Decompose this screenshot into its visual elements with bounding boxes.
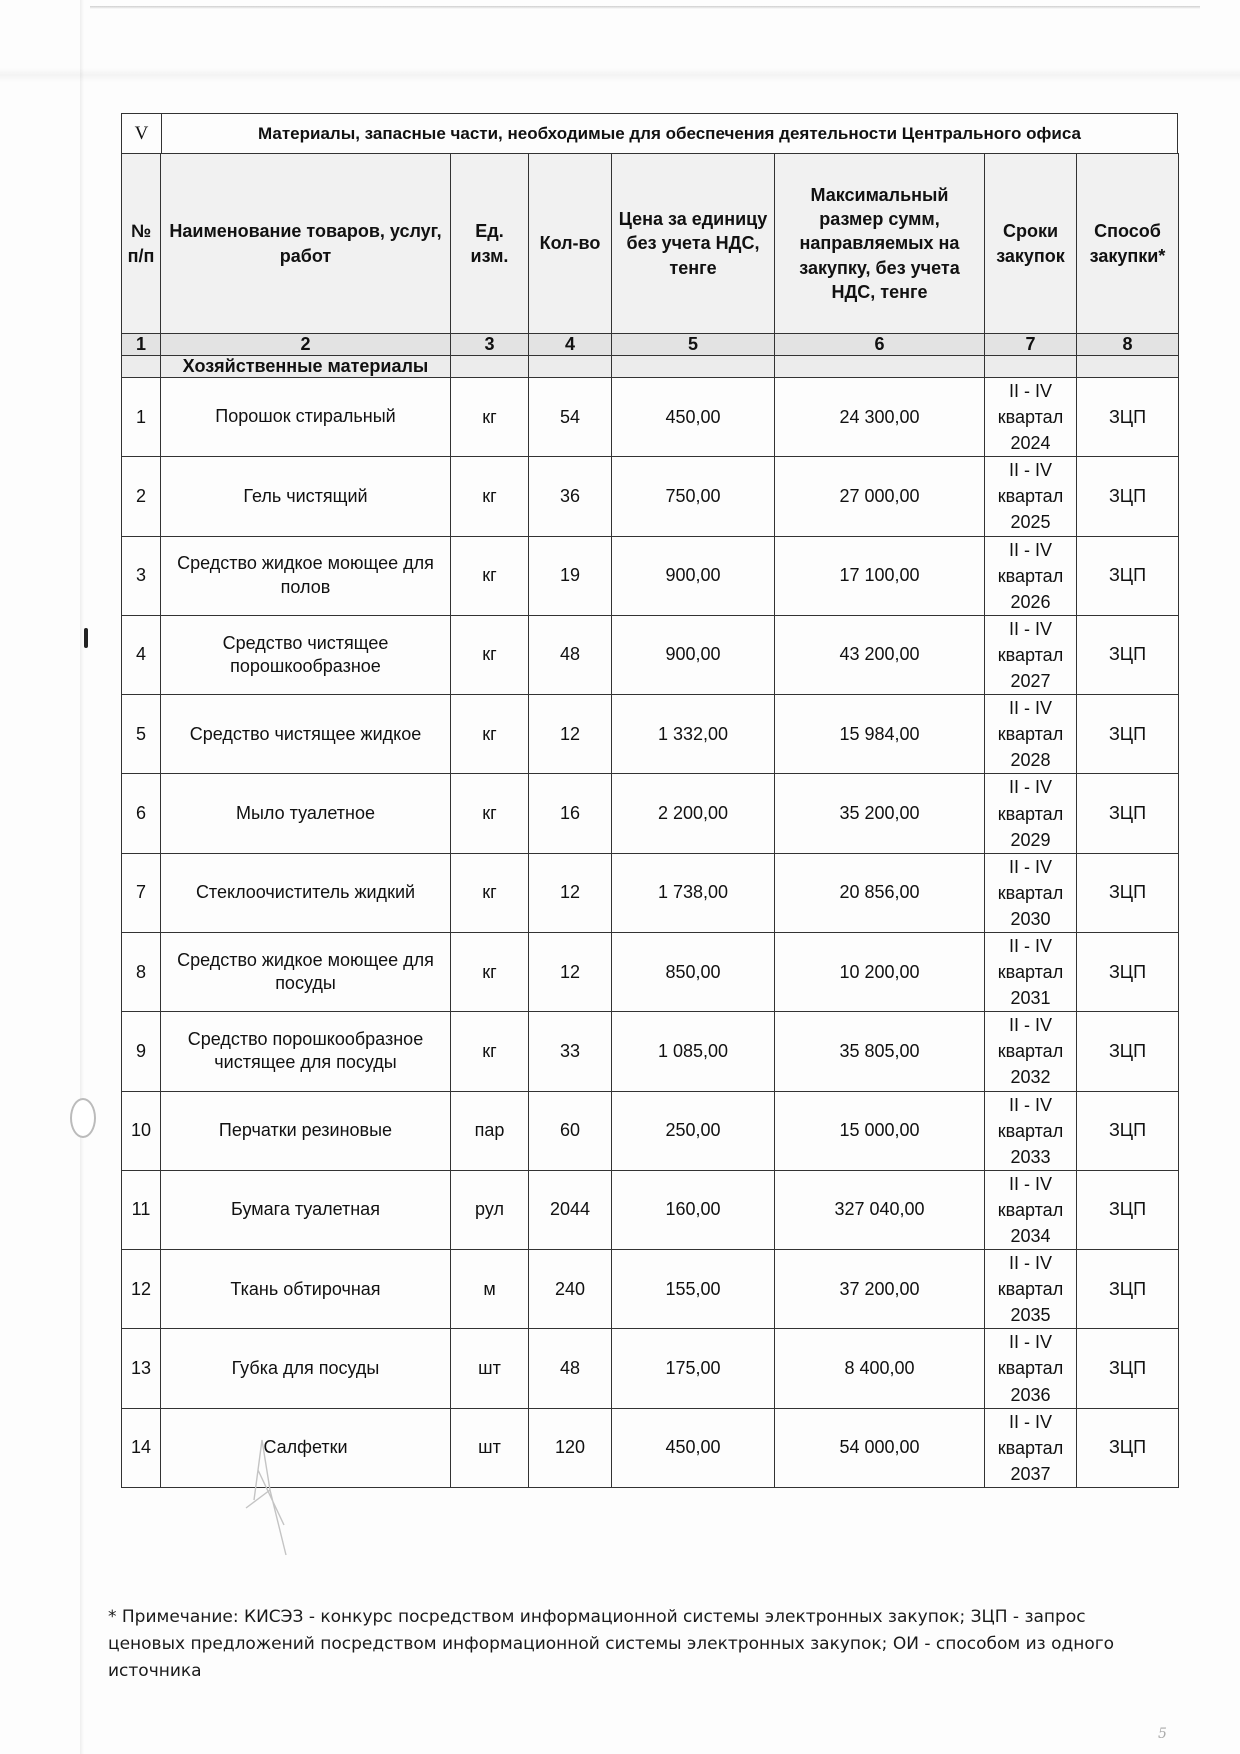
cell-method: ЗЦП [1077,853,1179,932]
cell-num: 9 [122,1012,161,1091]
period-word: квартал [997,486,1064,507]
category-label: Хозяйственные материалы [161,356,451,378]
cell-unit: кг [451,932,529,1011]
period-word: квартал [997,1120,1064,1141]
cell-total: 27 000,00 [775,457,985,536]
cell-total: 43 200,00 [775,615,985,694]
column-number: 3 [451,334,529,356]
cell-period [985,1250,1077,1329]
cell-unit: м [451,1250,529,1329]
column-number: 8 [1077,334,1179,356]
cell-period [985,536,1077,615]
table-row [122,615,1179,694]
cell-method: ЗЦП [1077,1329,1179,1408]
period-year: 2032 [1010,1067,1051,1088]
cell-unit: кг [451,615,529,694]
cell-name: Ткань обтирочная [161,1250,451,1329]
cell-total: 15 984,00 [775,695,985,774]
cell-price: 250,00 [612,1091,775,1170]
cell-method: ЗЦП [1077,1408,1179,1487]
scan-band [0,68,1240,82]
cell-qty: 48 [529,1329,612,1408]
cell-total: 17 100,00 [775,536,985,615]
period-year: 2035 [1010,1305,1051,1326]
period-year: 2024 [1010,433,1051,454]
table-row [122,1329,1179,1408]
cell-unit: рул [451,1170,529,1249]
cell-name: Губка для посуды [161,1329,451,1408]
category-blank [1077,356,1179,378]
cell-price: 900,00 [612,536,775,615]
cell-price: 2 200,00 [612,774,775,853]
table-row [122,774,1179,853]
cell-qty: 240 [529,1250,612,1329]
cell-total: 10 200,00 [775,932,985,1011]
period-quarters: II - IV [1008,1094,1052,1115]
period-word: квартал [997,882,1064,903]
cell-num: 1 [122,378,161,457]
cell-num: 7 [122,853,161,932]
cell-total: 327 040,00 [775,1170,985,1249]
cell-price: 750,00 [612,457,775,536]
cell-qty: 33 [529,1012,612,1091]
header-cell-total: Максимальный размер сумм, направляемых на закупку, без учета НДС, тенге [775,154,985,334]
category-blank [612,356,775,378]
cell-num: 14 [122,1408,161,1487]
table-row [122,536,1179,615]
cell-unit: кг [451,774,529,853]
table-row [122,932,1179,1011]
cell-qty: 16 [529,774,612,853]
table-row [122,378,1179,457]
cell-qty: 12 [529,932,612,1011]
cell-method: ЗЦП [1077,1091,1179,1170]
cell-method: ЗЦП [1077,1170,1179,1249]
period-quarters: II - IV [1008,777,1052,798]
cell-num: 12 [122,1250,161,1329]
page-number: 5 [1158,1726,1167,1742]
section-number: V [122,114,162,153]
cell-period [985,932,1077,1011]
period-word: квартал [997,1437,1064,1458]
period-quarters: II - IV [1008,856,1052,877]
period-quarters: II - IV [1008,460,1052,481]
cell-total: 20 856,00 [775,853,985,932]
cell-unit: кг [451,378,529,457]
cell-unit: кг [451,536,529,615]
category-blank [451,356,529,378]
cell-price: 1 332,00 [612,695,775,774]
cell-unit: пар [451,1091,529,1170]
period-year: 2025 [1010,512,1051,533]
header-cell-num: № п/п [122,154,161,334]
cell-num: 2 [122,457,161,536]
period-quarters: II - IV [1008,698,1052,719]
cell-name: Перчатки резиновые [161,1091,451,1170]
column-number: 6 [775,334,985,356]
cell-name: Бумага туалетная [161,1170,451,1249]
cell-period [985,615,1077,694]
column-number: 2 [161,334,451,356]
column-number: 4 [529,334,612,356]
cell-qty: 60 [529,1091,612,1170]
punch-hole [70,1098,96,1138]
period-year: 2033 [1010,1146,1051,1167]
cell-period [985,378,1077,457]
period-year: 2029 [1010,829,1051,850]
cell-name: Гель чистящий [161,457,451,536]
period-word: квартал [997,407,1064,428]
cell-name: Средство жидкое моющее для посуды [161,932,451,1011]
cell-price: 450,00 [612,1408,775,1487]
cell-unit: кг [451,695,529,774]
cell-qty: 36 [529,457,612,536]
cell-total: 35 200,00 [775,774,985,853]
cell-total: 37 200,00 [775,1250,985,1329]
cell-num: 3 [122,536,161,615]
period-word: квартал [997,803,1064,824]
cell-num: 11 [122,1170,161,1249]
cell-price: 900,00 [612,615,775,694]
column-number: 1 [122,334,161,356]
cell-price: 450,00 [612,378,775,457]
cell-name: Средство чистящее жидкое [161,695,451,774]
cell-num: 10 [122,1091,161,1170]
header-cell-qty: Кол-во [529,154,612,334]
table-row [122,1170,1179,1249]
cell-total: 24 300,00 [775,378,985,457]
cell-num: 4 [122,615,161,694]
cell-unit: шт [451,1408,529,1487]
cell-unit: кг [451,457,529,536]
cell-price: 155,00 [612,1250,775,1329]
cell-qty: 12 [529,695,612,774]
period-quarters: II - IV [1008,381,1052,401]
cell-period [985,1012,1077,1091]
margin-mark [84,628,88,648]
cell-unit: шт [451,1329,529,1408]
footnote: * Примечание: КИСЭЗ - конкурс посредством информационной системы электронных закупок; ЗЦП - запрос ценовых предложений посредством информационной системы электронных закупок; ОИ - способом из одного источника [108,1607,1115,1682]
period-quarters: II - IV [1008,618,1052,639]
category-blank [775,356,985,378]
category-row [122,356,1179,378]
cell-name: Средство порошкообразное чистящее для посуды [161,1012,451,1091]
period-quarters: II - IV [1008,1332,1052,1353]
scan-edge [90,6,1200,9]
period-year: 2031 [1010,988,1051,1009]
cell-qty: 19 [529,536,612,615]
cell-total: 35 805,00 [775,1012,985,1091]
cell-method: ЗЦП [1077,615,1179,694]
cell-name: Салфетки [161,1408,451,1487]
cell-qty: 12 [529,853,612,932]
cell-method: ЗЦП [1077,932,1179,1011]
cell-price: 175,00 [612,1329,775,1408]
scan-shadow [80,0,84,1754]
cell-method: ЗЦП [1077,1250,1179,1329]
header-cell-name: Наименование товаров, услуг, работ [161,154,451,334]
period-year: 2027 [1010,671,1051,692]
cell-unit: кг [451,853,529,932]
period-year: 2030 [1010,908,1051,929]
cell-price: 1 738,00 [612,853,775,932]
header-row [122,154,1179,334]
procurement-table [121,153,1179,1488]
period-word: квартал [997,565,1064,586]
cell-name: Средство жидкое моющее для полов [161,536,451,615]
cell-price: 160,00 [612,1170,775,1249]
cell-num: 13 [122,1329,161,1408]
category-blank [985,356,1077,378]
header-cell-unit: Ед. изм. [451,154,529,334]
table-row [122,1091,1179,1170]
cell-unit: кг [451,1012,529,1091]
cell-period [985,1091,1077,1170]
column-number-row [122,334,1179,356]
table-row [122,695,1179,774]
cell-period [985,695,1077,774]
period-year: 2026 [1010,591,1051,612]
cell-period [985,457,1077,536]
cell-total: 54 000,00 [775,1408,985,1487]
column-number: 5 [612,334,775,356]
table-row [122,853,1179,932]
cell-qty: 48 [529,615,612,694]
cell-qty: 54 [529,378,612,457]
cell-total: 8 400,00 [775,1329,985,1408]
period-word: квартал [997,1279,1064,1300]
cell-price: 850,00 [612,932,775,1011]
cell-method: ЗЦП [1077,774,1179,853]
table-row [122,1012,1179,1091]
cell-name: Мыло туалетное [161,774,451,853]
cell-num: 6 [122,774,161,853]
cell-period [985,1329,1077,1408]
period-word: квартал [997,1199,1064,1220]
period-word: квартал [997,962,1064,983]
period-quarters: II - IV [1008,935,1052,956]
period-quarters: II - IV [1008,1015,1052,1036]
period-quarters: II - IV [1008,1411,1052,1432]
period-word: квартал [997,724,1064,745]
cell-qty: 120 [529,1408,612,1487]
period-quarters: II - IV [1008,1173,1052,1194]
cell-method: ЗЦП [1077,536,1179,615]
table-row [122,1250,1179,1329]
header-cell-price: Цена за единицу без учета НДС, тенге [612,154,775,334]
cell-name: Стеклоочиститель жидкий [161,853,451,932]
signature-mark [240,1430,310,1560]
cell-period [985,1408,1077,1487]
cell-name: Средство чистящее порошкообразное [161,615,451,694]
cell-period [985,1170,1077,1249]
header-cell-method: Способ закупки* [1077,154,1179,334]
cell-method: ЗЦП [1077,378,1179,457]
period-word: квартал [997,1041,1064,1062]
period-year: 2034 [1010,1226,1051,1246]
period-word: квартал [997,1358,1064,1379]
cell-num: 8 [122,932,161,1011]
period-year: 2028 [1010,750,1051,771]
table-row [122,457,1179,536]
category-blank [122,356,161,378]
cell-qty: 2044 [529,1170,612,1249]
header-cell-period: Сроки закупок [985,154,1077,334]
period-quarters: II - IV [1008,539,1052,560]
period-year: 2037 [1010,1463,1051,1484]
column-number: 7 [985,334,1077,356]
period-year: 2036 [1010,1384,1051,1405]
cell-total: 15 000,00 [775,1091,985,1170]
cell-method: ЗЦП [1077,457,1179,536]
cell-method: ЗЦП [1077,1012,1179,1091]
section-title: Материалы, запасные части, необходимые для обеспечения деятельности Центрального офиса [258,123,1081,143]
cell-period [985,774,1077,853]
period-quarters: II - IV [1008,1253,1052,1274]
period-word: квартал [997,644,1064,665]
cell-name: Порошок стиральный [161,378,451,457]
cell-price: 1 085,00 [612,1012,775,1091]
cell-method: ЗЦП [1077,695,1179,774]
section-header [121,113,1178,153]
cell-num: 5 [122,695,161,774]
category-blank [529,356,612,378]
cell-period [985,853,1077,932]
